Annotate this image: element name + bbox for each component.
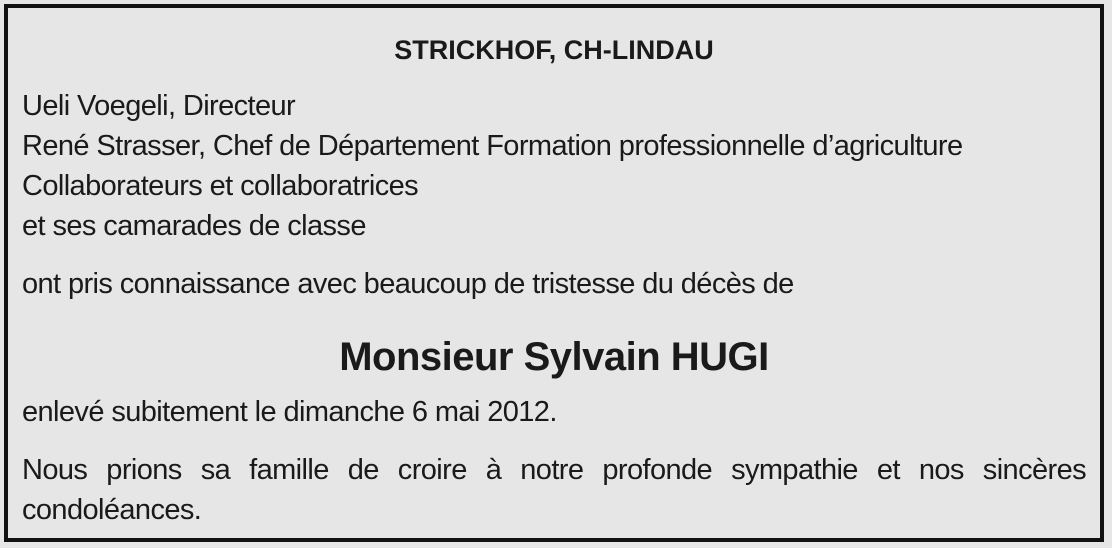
notice-header: STRICKHOF, CH-LINDAU: [394, 35, 714, 65]
signatory-staff: Collaborateurs et collaboratrices: [22, 170, 419, 202]
announcement-text: ont pris connaissance avec beaucoup de tristesse du décès de: [22, 268, 794, 300]
death-date-line: enlevé subitement le dimanche 6 mai 2012.: [22, 396, 557, 428]
deceased-name: Monsieur Sylvain HUGI: [339, 335, 769, 379]
obituary-notice: [4, 4, 1104, 542]
signatory-director: Ueli Voegeli, Directeur: [22, 90, 296, 122]
signatory-classmates: et ses camarades de classe: [22, 210, 366, 242]
signatory-department-head: René Strasser, Chef de Département Formation professionnelle d’agriculture: [22, 130, 963, 162]
condolences-text: Nous prions sa famille de croire à notre profonde sympathie et nos sincères condoléances.: [22, 454, 1086, 526]
